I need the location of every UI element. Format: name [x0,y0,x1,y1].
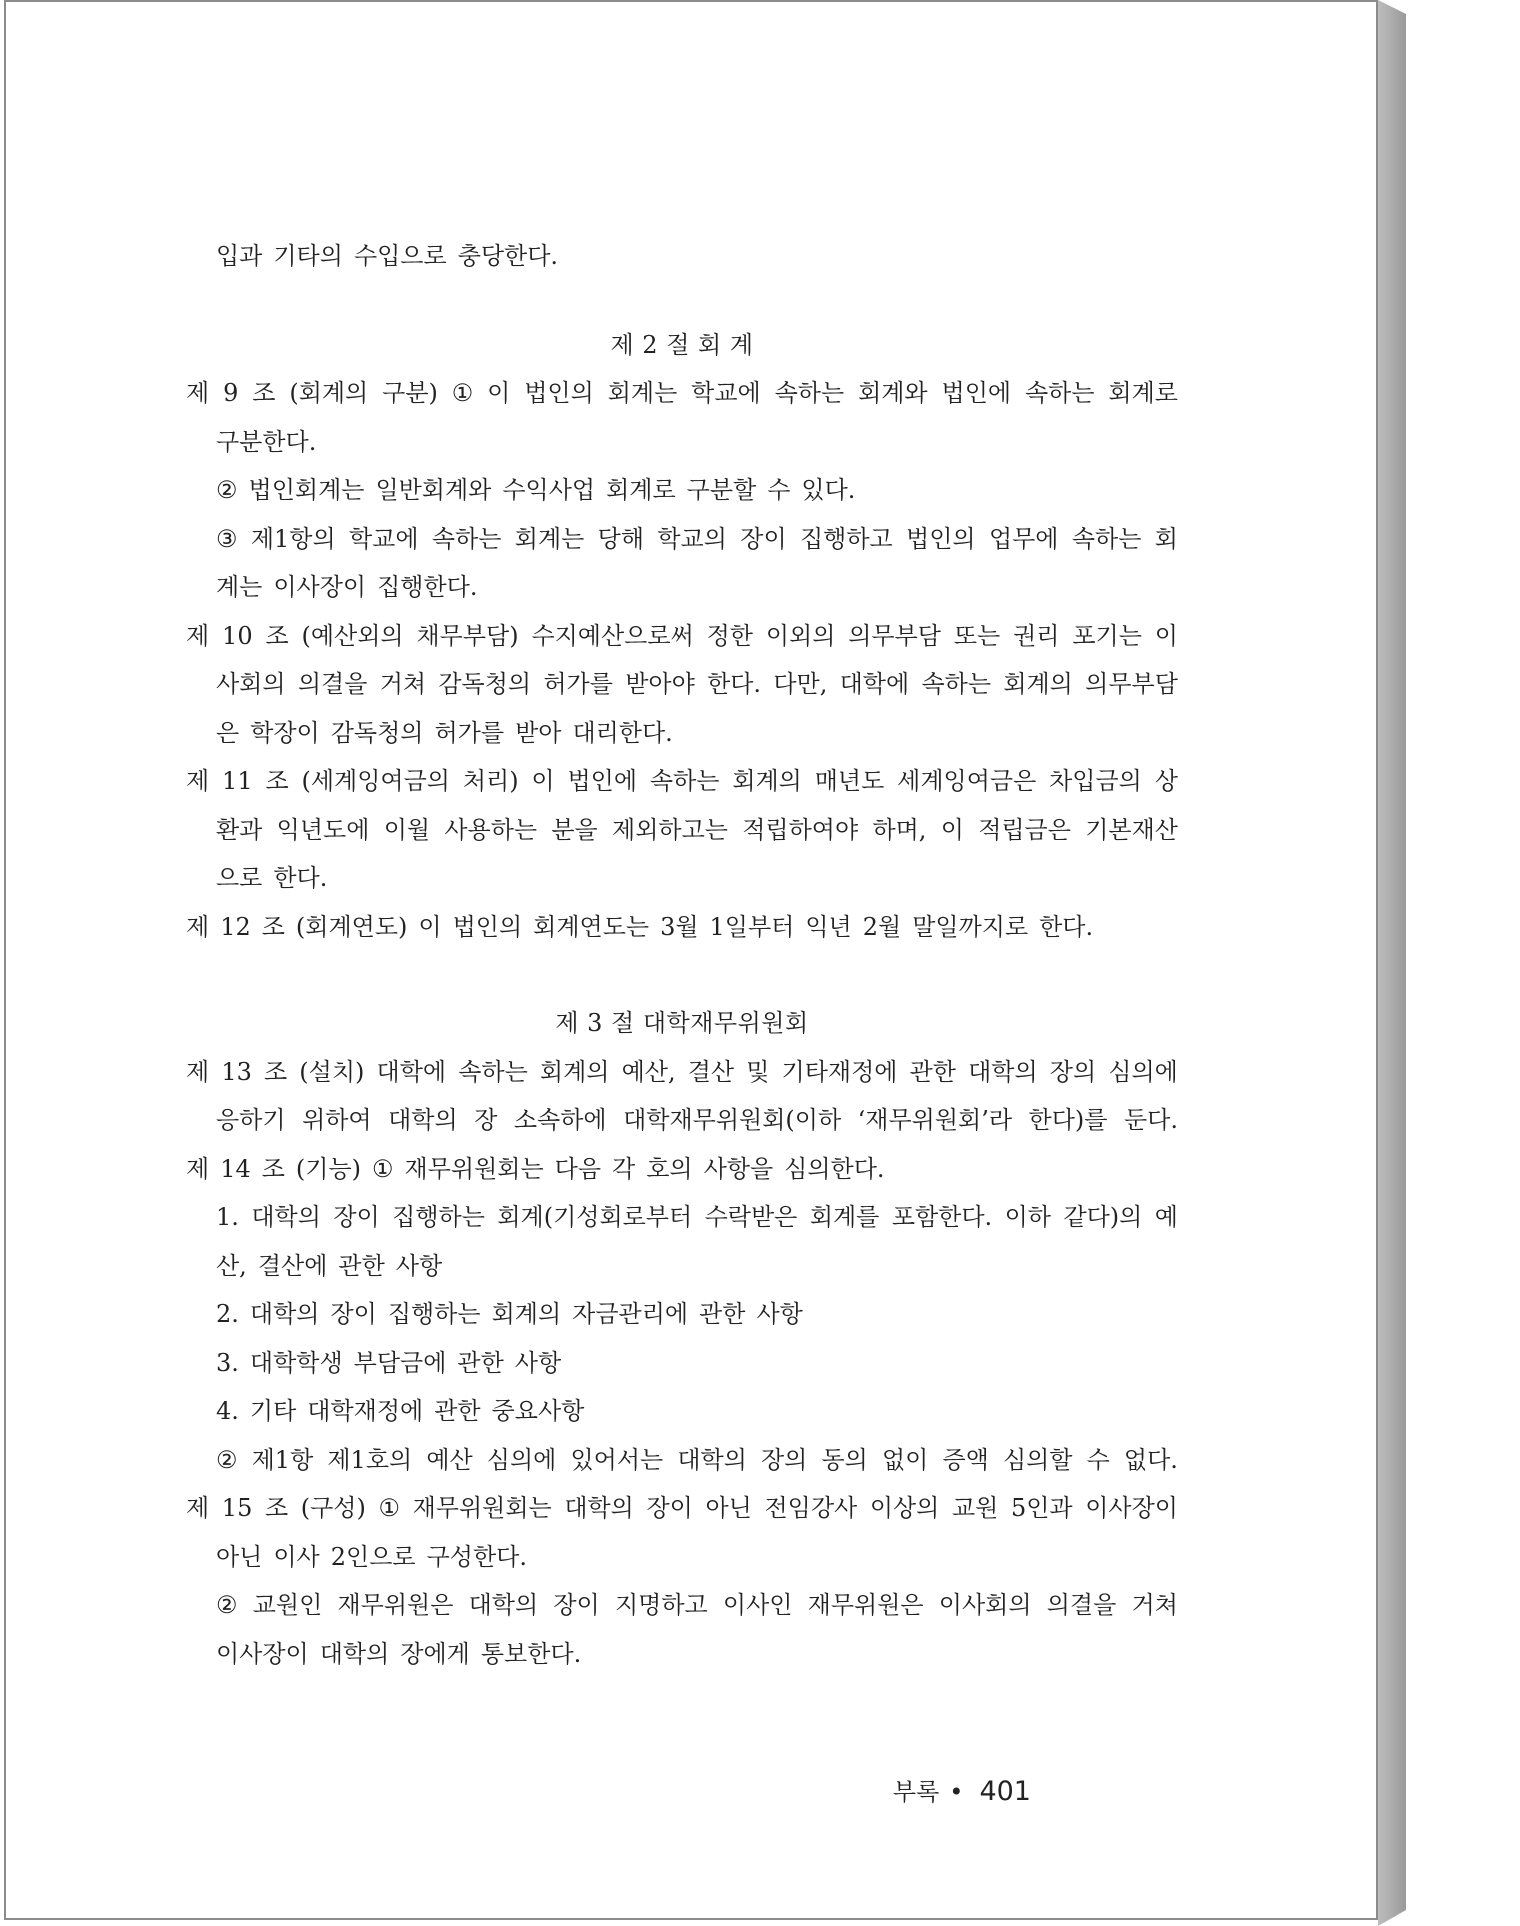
word: ② [216,1445,238,1474]
word: 분을 [551,815,598,844]
word: 기타 [249,1397,297,1425]
text-line [186,757,1178,806]
word: 계는 [216,573,263,601]
word: 권리 [1013,621,1060,650]
word: 예 [1154,1203,1178,1231]
word: 관한 [434,1397,481,1425]
word: (회계연도) [295,912,408,941]
word: 중요사항 [491,1397,585,1425]
word: 제 [186,1494,210,1522]
word: 사항 [395,1251,443,1280]
text-line [186,1436,1178,1485]
word: 이사 [273,1542,320,1571]
word: 충당한다. [457,242,559,270]
word: (설치) [299,1057,365,1086]
word: 수익사업 [502,476,596,504]
word: 제 [186,912,210,941]
word: 속하는 [921,670,992,698]
word: 사항을 [703,1154,774,1183]
word: 일반회계와 [375,476,492,504]
word: 회계의 [539,1057,610,1086]
footer-separator: • [949,1778,964,1806]
word: 한다)를 [1028,1106,1108,1134]
word: 없이 [881,1445,929,1474]
word: 구분할 [686,476,757,504]
text-line [186,1290,1178,1339]
word: 집행하는 [387,1300,481,1328]
word: 속하는 [774,379,845,407]
word: 장에게 [400,1639,470,1668]
word: 심의에 [486,1445,557,1474]
word: 으로 [216,864,263,892]
word: 장이 [330,1300,377,1328]
text-line [186,1145,1178,1194]
word: 집행한다. [377,573,478,601]
word: ① [378,1494,400,1522]
word: 하며, [872,815,927,844]
word: 구분한다. [216,427,317,456]
word: 회계의 [732,767,802,795]
word: 허가를 [543,670,613,698]
word: 다만, [773,670,828,698]
word: 재무위원회는 [404,1154,544,1183]
word: 조 [261,912,285,941]
word: 호의 [646,1154,693,1183]
word: 의무부담 [848,621,941,650]
word: 제외하고는 [612,815,728,844]
word: 말일까지로 [912,912,1029,941]
word: 대학에 [839,670,910,698]
word: 감독청의 [330,718,424,747]
word: 위하여 [302,1106,372,1134]
word: 있어서는 [570,1445,664,1474]
word: 속하는 [649,767,720,795]
text-line [186,515,1178,564]
word: 은 [216,718,240,747]
text-line [186,1630,1178,1679]
word: 4. [216,1397,239,1425]
word: 제1호의 [327,1445,413,1474]
word: 장 [474,1106,498,1134]
word: 이 [487,379,511,407]
word: (구성) [300,1494,366,1522]
word: 적립하여야 [742,815,859,844]
word: 제 [186,1057,210,1086]
word: 이사장이 [273,573,367,601]
word: 받아야 [625,670,695,698]
section-heading: 제 2 절 회 계 [610,330,754,359]
word: 이사장이 [1085,1494,1178,1522]
word: 2. [216,1300,239,1328]
word: ② [216,1591,238,1619]
word: 포기는 [1072,621,1142,650]
word: 1. [216,1203,239,1231]
word: 속하는 [458,1057,528,1086]
word: 대학재정에 [307,1397,424,1425]
text-line [186,660,1178,709]
word: 각 [612,1154,636,1183]
text-line [186,232,1178,281]
word: 구분) [382,379,438,407]
word: 없다. [1123,1445,1178,1474]
text-line [186,854,1178,903]
text-line [186,806,1178,855]
word: 예산 [426,1445,473,1474]
word: 전임강사 [764,1494,858,1522]
word: 대학의 [468,1591,539,1619]
word: 이상의 [869,1494,940,1522]
word: 한다. [707,670,762,698]
word: (세계잉여금의 [301,767,450,795]
word: 통보한다. [480,1639,582,1668]
word: (회계의 [289,379,369,407]
word: 법인의 [524,379,594,407]
word: 아닌 [216,1542,263,1571]
word: ① [451,379,474,407]
word: 제1항 [251,1445,314,1474]
text-line [186,466,1178,515]
word: 대학의 [968,1057,1038,1086]
word: 응하기 [216,1106,286,1134]
word: 지명하고 [614,1591,708,1619]
word: 학교의 [657,524,727,553]
word: 회계로 [1108,379,1178,407]
word: 입과 [216,242,263,270]
word: 차입금의 [1049,767,1142,795]
text-line [186,1096,1178,1145]
word: 결산에 [257,1251,328,1280]
word: 같다)의 [1063,1203,1143,1231]
word: (기능) [295,1154,362,1183]
page-stack-edge [1378,0,1406,1926]
word: 회계와 [858,379,928,407]
word: 장이 [646,1494,693,1522]
word: 교원 [951,1494,999,1522]
word: 익년 [805,912,852,941]
word: 집행하는 [392,1203,485,1231]
word: 회계로 [606,476,676,504]
word: 장의 [1049,1057,1097,1086]
word: 2인으로 [330,1542,416,1571]
word: 장이 [553,1591,600,1619]
word: 이사인 [722,1591,793,1619]
word: 수 [767,476,791,504]
word: 회 [1154,524,1178,553]
word: 처리) [462,767,519,795]
word: 업무에 [988,524,1059,553]
word: 기본재산 [1085,815,1178,844]
word: 장이 [333,1203,380,1231]
word: 적립금은 [978,815,1071,844]
word: ② [216,476,238,504]
word: 대리한다. [572,718,673,747]
word: 대학의 [251,1203,321,1231]
word: 제 [186,767,210,795]
word: 환과 [216,815,263,844]
word: 교원인 [252,1591,323,1619]
section-heading: 제 3 절 대학재무위원회 [555,1009,809,1037]
word: 2월 [862,912,902,941]
word: 조 [265,767,289,795]
word: 14 [220,1154,251,1183]
word: 당해 [597,524,645,553]
word: 구성한다. [426,1542,527,1571]
word: 대학의 [249,1300,320,1328]
word: 3. [216,1348,239,1377]
word: 집행하고 [799,524,893,553]
word: 15 [221,1494,253,1522]
text-line [186,1387,1178,1436]
word: 회계의 [1003,670,1073,698]
word: 이월 [383,815,431,844]
word: 속하는 [431,524,502,553]
word: 이 [1154,621,1178,650]
text-line [186,418,1178,467]
word: 12 [220,912,251,941]
word: 조 [264,1494,289,1522]
word: 수락받은 [704,1203,798,1231]
word: 이 [940,815,964,844]
word: ① [372,1154,394,1183]
word: 대학의 [388,1106,458,1134]
word: 대학재무위원회(이하 [623,1106,842,1134]
word: 재무위원은 [807,1591,924,1619]
word: 장의 [761,1445,808,1474]
word: 감독청의 [438,670,532,698]
word: 대학의 [677,1445,747,1474]
word: 학교에 [691,379,761,407]
text-line [186,369,1178,418]
word: 회계는 [514,524,585,553]
word: 대학의 [319,1639,390,1668]
word: 수입으로 [353,242,447,270]
word: 받아 [515,718,562,747]
word: 재무위원은 [337,1591,454,1619]
text-line [186,1193,1178,1242]
page-body [186,232,1178,1678]
word: 기타재정에 [781,1057,898,1086]
word: 상 [1154,767,1178,795]
word: 회계를 [809,1203,880,1231]
word: 사회의 [216,670,286,698]
word: 제 [186,621,210,650]
text-line [186,709,1178,758]
word: 의결을 [297,670,368,698]
word: 거쳐 [1131,1591,1178,1619]
document-page [4,0,1378,1920]
word: 한다. [273,864,328,892]
word: 11 [222,767,253,795]
word: 속하는 [1024,379,1095,407]
word: 사항 [514,1348,562,1377]
word: 제 [186,379,210,407]
word: 및 [746,1057,770,1086]
text-line [186,1581,1178,1630]
word: 결산 [687,1057,735,1086]
word: 제1항의 [250,524,336,553]
word: 다음 [554,1154,602,1183]
word: 심의에 [1108,1057,1178,1086]
word: 증액 [942,1445,989,1474]
word: (예산외의 [301,621,404,650]
text-line [186,563,1178,612]
text-line [186,1533,1178,1582]
word: 1일부터 [709,912,795,941]
word: 수 [1086,1445,1110,1474]
word: 동의 [821,1445,868,1474]
text-line [186,903,1178,952]
word: 둔다. [1123,1106,1178,1134]
word: 13 [221,1057,252,1086]
word: 기타의 [273,242,343,270]
word: 회계는 [607,379,678,407]
word: 익년도에 [276,815,370,844]
word: 법인의 [906,524,976,553]
word: 제 [186,1154,210,1183]
word: 사항 [756,1300,803,1328]
page-footer [893,1772,1031,1807]
word: 소속하에 [513,1106,607,1134]
word: 관한 [457,1348,504,1377]
word: 산, [216,1251,247,1280]
word: 채무부담) [416,621,519,650]
word: 수지예산으로써 [531,621,694,650]
word: 대학학생 [249,1348,343,1377]
word: 심의할 [1002,1445,1073,1474]
word: 세계잉여금은 [897,767,1037,795]
word: 포함한다. [891,1203,993,1231]
word: 법인에 [941,379,1012,407]
word: 아닌 [705,1494,752,1522]
word: ③ [216,524,238,553]
word: 한다. [1039,912,1094,941]
word: 속하는 [1071,524,1142,553]
word: 사용하는 [444,815,538,844]
word: 조 [265,621,289,650]
word: 관한 [699,1300,746,1328]
text-line [186,612,1178,661]
word: 이 [418,912,442,941]
word: 이사회의 [938,1591,1032,1619]
text-line [186,1339,1178,1388]
word: 정한 [706,621,753,650]
word: 자금관리에 [572,1300,689,1328]
word: 학장이 [250,718,320,747]
text-line [186,1242,1178,1291]
word: 거쳐 [379,670,427,698]
word: 있다. [801,476,856,504]
word: 3월 [660,912,699,941]
word: 이 [531,767,555,795]
word: ‘재무위원회’라 [857,1106,1013,1134]
word: 의결을 [1046,1591,1117,1619]
word: 이사장이 [216,1639,309,1668]
word: 법인에 [567,767,638,795]
text-line [186,1484,1178,1533]
word: 의무부담 [1085,670,1178,698]
word: 심의한다. [784,1154,885,1183]
word: 학교에 [349,524,419,553]
word: 대학에 [376,1057,447,1086]
word: 조 [252,379,276,407]
word: 대학의 [564,1494,634,1522]
word: 회계연도는 [533,912,650,941]
word: 법인의 [452,912,523,941]
word: 허가를 [434,718,505,747]
word: 매년도 [814,767,885,795]
word: 조 [263,1057,288,1086]
text-line [186,1048,1178,1097]
word: 회계(기성회로부터 [497,1203,693,1231]
word: 관한 [909,1057,956,1086]
word: 회계의 [491,1300,562,1328]
word: 관한 [338,1251,385,1280]
word: 5인과 [1010,1494,1073,1522]
footer-label: 부록 [892,1778,940,1806]
word: 9 [223,379,239,407]
word: 장이 [740,524,787,553]
word: 법인회계는 [248,476,365,504]
word: 이외의 [765,621,836,650]
word: 재무위원회는 [412,1494,552,1522]
word: 조 [261,1154,285,1183]
word: 또는 [953,621,1001,650]
word: 이하 [1004,1203,1051,1231]
word: 10 [222,621,253,650]
word: 부담금에 [353,1348,447,1377]
page-number: 401 [979,1776,1031,1807]
word: 예산, [621,1057,676,1086]
